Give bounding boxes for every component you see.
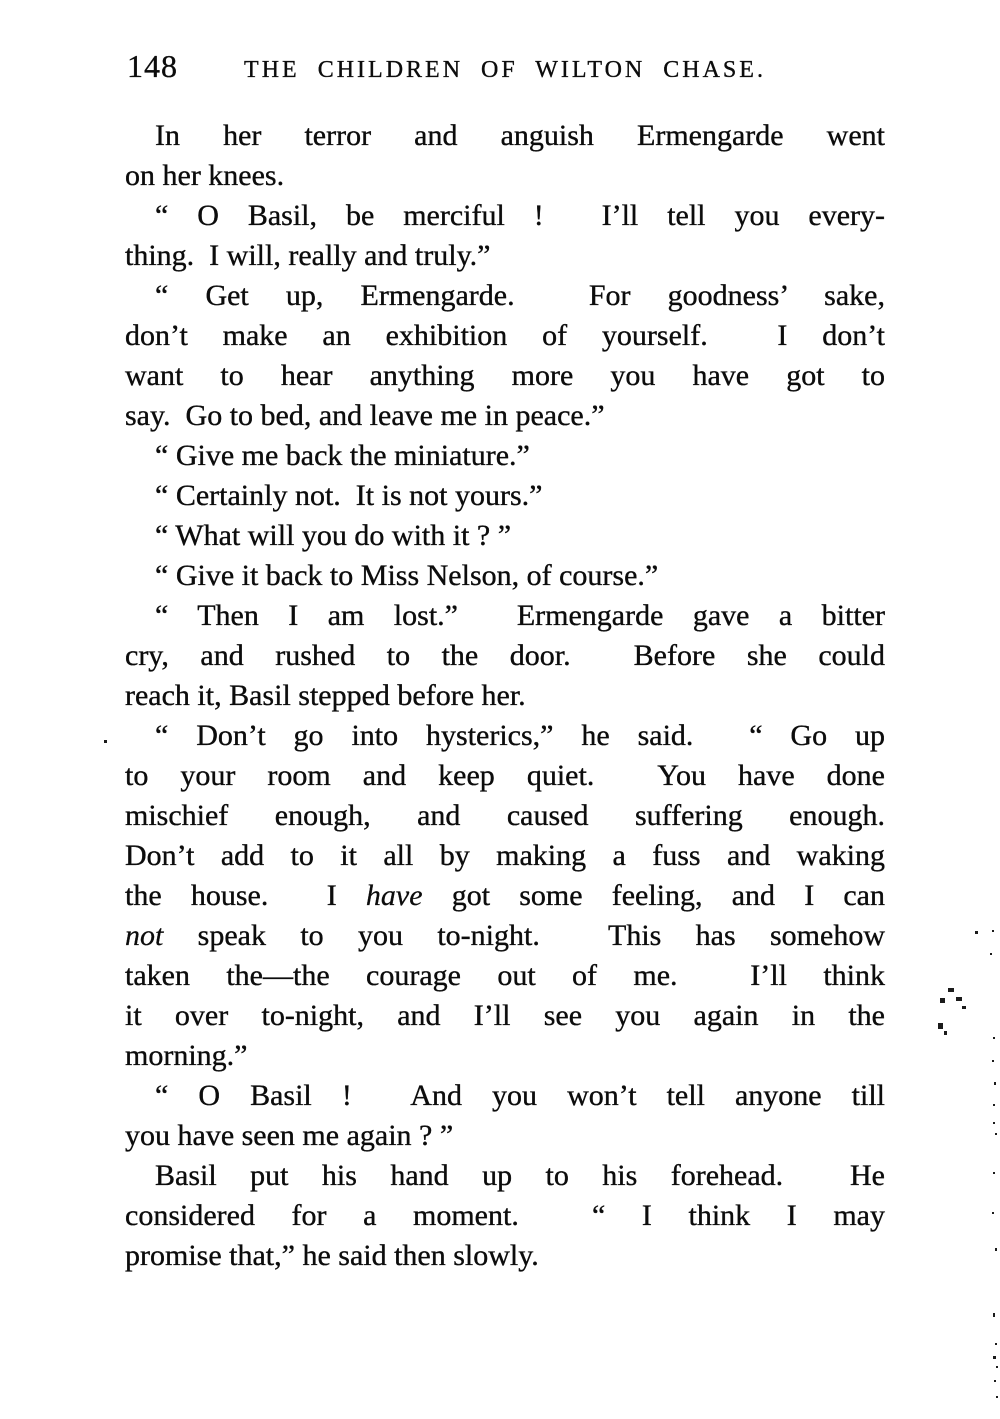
scan-speck: [993, 1037, 995, 1039]
body-text: [125, 116, 885, 1276]
scan-speck: [944, 1031, 947, 1035]
text-line: cry, and rushed to the door. Before she could: [125, 639, 885, 672]
text-line: “ Then I am lost.” Ermengarde gave a bitter: [155, 599, 885, 632]
text-line: “ Give it back to Miss Nelson, of course.”: [155, 559, 659, 592]
text-line: to your room and keep quiet. You have done: [125, 759, 885, 792]
text-line: morning.”: [125, 1039, 248, 1072]
text-line: promise that,” he said then slowly.: [125, 1239, 539, 1272]
scan-speck: [104, 740, 107, 743]
scan-speck: [996, 1396, 998, 1398]
text-line: “ O Basil, be merciful ! I’ll tell you every-: [155, 199, 885, 232]
text-line: “ Certainly not. It is not yours.”: [155, 479, 543, 512]
text-line: “ O Basil ! And you won’t tell anyone till: [155, 1079, 885, 1112]
text-line: you have seen me again ? ”: [125, 1119, 454, 1152]
scan-speck: [996, 1366, 998, 1368]
text-line: reach it, Basil stepped before her.: [125, 679, 526, 712]
text-line: say. Go to bed, and leave me in peace.”: [125, 399, 605, 432]
text-line: the house. I have got some feeling, and I can: [125, 879, 886, 912]
text-line: thing. I will, really and truly.”: [125, 239, 491, 272]
text-line: “ Give me back the miniature.”: [155, 439, 530, 472]
text-line: on her knees.: [125, 159, 285, 192]
scan-speck: [948, 988, 954, 992]
scan-speck: [956, 997, 962, 1001]
text-line: In her terror and anguish Ermengarde went: [155, 119, 885, 152]
scan-speck: [990, 953, 992, 955]
text-line: want to hear anything more you have got to: [125, 359, 885, 392]
text-line: “ Get up, Ermengarde. For goodness’ sake,: [155, 279, 885, 312]
scan-speck: [962, 1006, 966, 1009]
scan-speck: [995, 1133, 997, 1135]
text-line: mischief enough, and caused suffering enough.: [125, 799, 885, 832]
text-line: don’t make an exhibition of yourself. I don’t: [125, 319, 885, 352]
scan-speck: [995, 1343, 997, 1345]
scan-speck: [993, 1313, 995, 1317]
scan-speck: [993, 1104, 995, 1106]
text-line: not speak to you to-night. This has somehow: [125, 919, 885, 952]
scan-speck: [938, 1023, 943, 1029]
running-title: THE CHILDREN OF WILTON CHASE.: [244, 57, 766, 83]
text-line: Basil put his hand up to his forehead. He: [155, 1159, 885, 1192]
text-line: Don’t add to it all by making a fuss and waking: [125, 839, 885, 872]
scan-speck: [994, 1082, 996, 1085]
text-line: “ Don’t go into hysterics,” he said. “ Go up: [155, 719, 885, 752]
page-number: 148: [127, 48, 178, 84]
scan-speck: [993, 1356, 996, 1359]
scan-speck: [992, 930, 994, 932]
text-line: “ What will you do with it ? ”: [155, 519, 512, 552]
scan-speck: [975, 931, 978, 934]
text-line: taken the—the courage out of me. I’ll think: [125, 959, 885, 992]
text-line: it over to-night, and I’ll see you again in the: [125, 999, 885, 1032]
scan-speck: [995, 1248, 997, 1251]
text-line: considered for a moment. “ I think I may: [125, 1199, 885, 1232]
scan-speck: [992, 1212, 994, 1214]
scan-speck: [993, 1122, 995, 1124]
scan-speck: [992, 1060, 994, 1062]
scan-speck: [993, 1172, 995, 1174]
scan-speck: [994, 1380, 996, 1382]
scan-speck: [940, 998, 945, 1003]
